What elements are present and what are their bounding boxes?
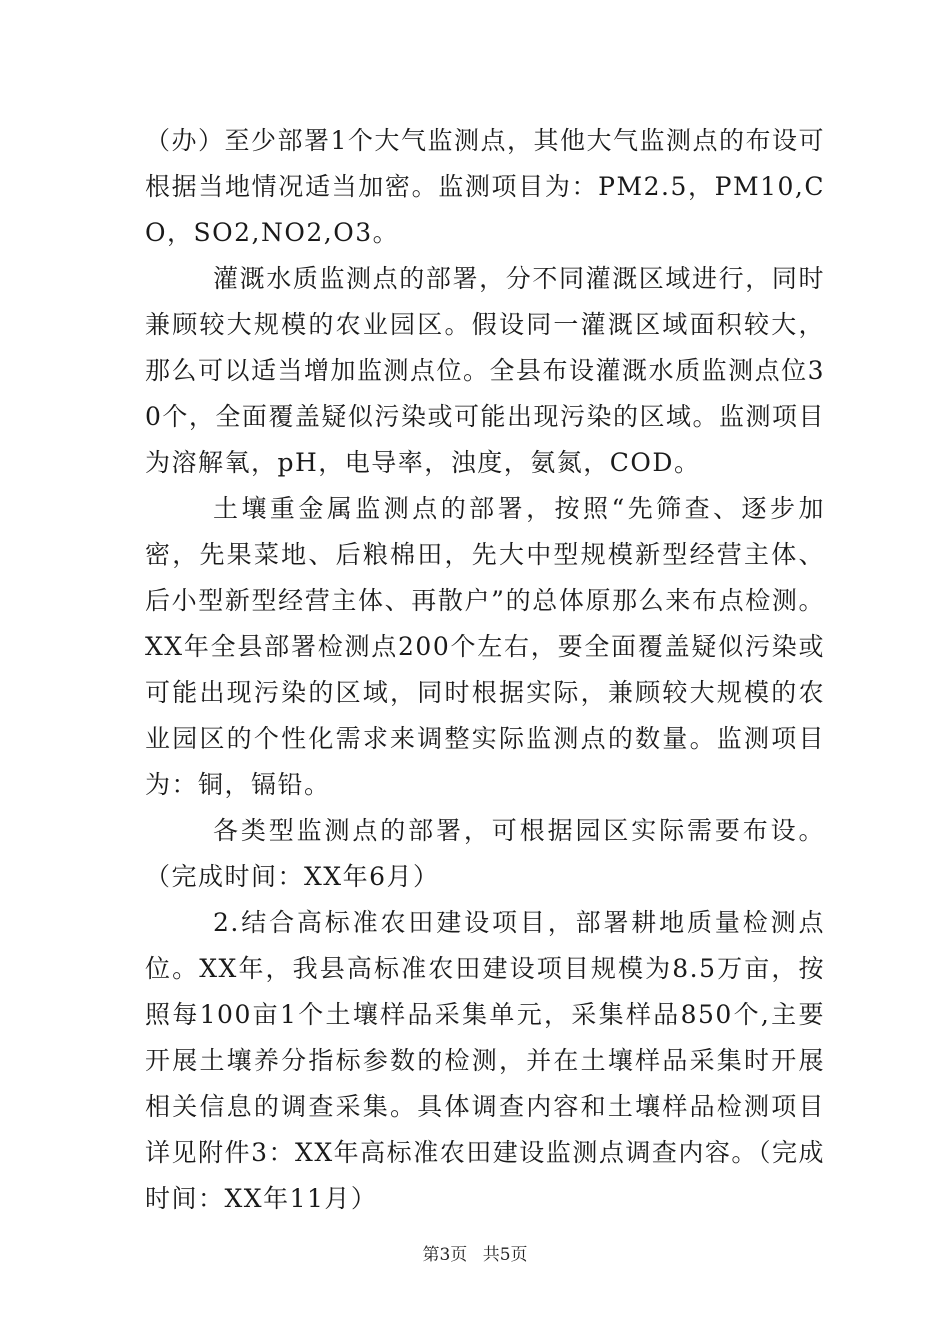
paragraph-soil-heavy-metal: 土壤重金属监测点的部署，按照“先筛查、逐步加密，先果菜地、后粮棉田，先大中型规模新型经营主体、后小型新型经营主体、再散户”的总体原那么来布点检测。XX年全县部署检测点200个左右，要全面覆盖疑似污染或可能出现污染的区域，同时根据实际，兼顾较大规模的农业园区的个性化需求来调整实际监测点的数量。监测项目为：铜，镉铅。 xyxy=(145,494,825,799)
paragraph-monitoring-points: 各类型监测点的部署，可根据园区实际需要布设。（完成时间：XX年6月） xyxy=(145,816,825,891)
page-footer xyxy=(0,1240,950,1265)
page-total: 共5页 xyxy=(482,1245,528,1265)
page-number: 第3页 xyxy=(422,1245,468,1265)
paragraph-air-monitoring: （办）至少部署1个大气监测点，其他大气监测点的布设可根据当地情况适当加密。监测项目为：PM2.5，PM10,CO，SO2,NO2,O3。 xyxy=(145,126,825,247)
paragraph-irrigation-water: 灌溉水质监测点的部署，分不同灌溉区域进行，同时兼顾较大规模的农业园区。假设同一灌溉区域面积较大，那么可以适当增加监测点位。全县布设灌溉水质监测点位30个，全面覆盖疑似污染或可能出现污染的区域。监测项目为溶解氧，pH，电导率，浊度，氨氮，COD。 xyxy=(145,264,825,477)
document-body xyxy=(145,118,825,1222)
paragraph-farmland-quality: 2.结合高标准农田建设项目，部署耕地质量检测点位。XX年，我县高标准农田建设项目规模为8.5万亩，按照每100亩1个土壤样品采集单元，采集样品850个,主要开展土壤养分指标参数的检测，并在土壤样品采集时开展相关信息的调查采集。具体调查内容和土壤样品检测项目详见附件3：XX年高标准农田建设监测点调查内容。（完成时间：XX年11月） xyxy=(145,908,825,1213)
